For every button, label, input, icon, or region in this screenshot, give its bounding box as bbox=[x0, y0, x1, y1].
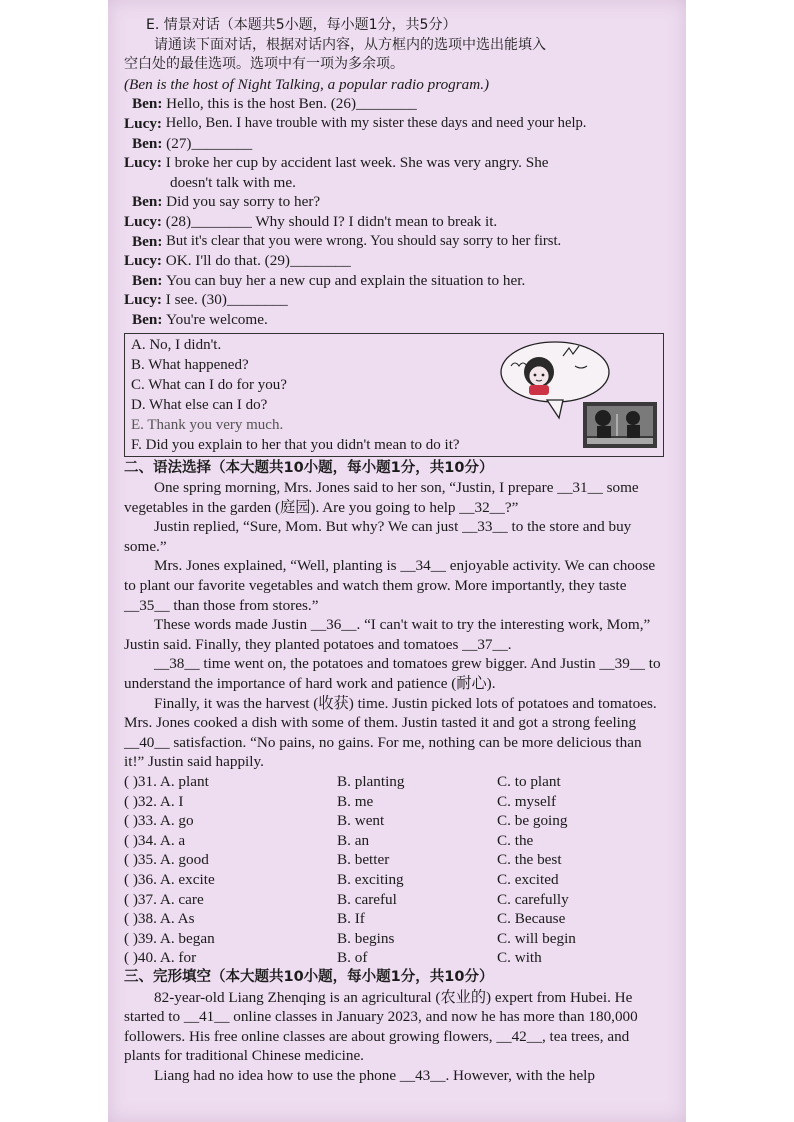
option-b: B. went bbox=[337, 812, 385, 830]
speaker: Lucy: bbox=[124, 212, 162, 230]
utterance: But it's clear that you were wrong. You should say sorry to her first. bbox=[166, 232, 562, 249]
dialogue-line bbox=[124, 153, 664, 173]
speaker: Ben: bbox=[132, 193, 163, 211]
option-a: A. No, I didn't. bbox=[131, 336, 222, 353]
dialogue-line bbox=[124, 290, 664, 310]
option-b: B. What happened? bbox=[131, 356, 249, 373]
speaker: Ben: bbox=[132, 232, 163, 250]
option-b: B. planting bbox=[337, 773, 405, 790]
passage-paragraph: Mrs. Jones explained, “Well, planting is __34__ enjoyable activity. We can choose to plant our favorite vegetables and watch them grow. More importantly, they taste __35__ than those from stores.” bbox=[124, 557, 656, 614]
option-c: C. What can I do for you? bbox=[131, 376, 287, 393]
options-box bbox=[124, 333, 664, 457]
speaker: Lucy: bbox=[124, 291, 162, 309]
option-b: B. better bbox=[337, 851, 390, 869]
utterance: Hello, this is the host Ben. (26)________ bbox=[166, 95, 417, 113]
dialogue-line bbox=[124, 134, 664, 154]
question-number: ( )39. bbox=[124, 929, 157, 947]
utterance: OK. I'll do that. (29)________ bbox=[165, 252, 351, 270]
question-number: ( )31. bbox=[124, 773, 157, 790]
speaker: Lucy: bbox=[124, 154, 162, 172]
option-c: C. be going bbox=[497, 812, 568, 830]
section-e-title: E. 情景对话（本题共5小题，每小题1分，共5分） bbox=[146, 17, 457, 33]
utterance: Hello, Ben. I have trouble with my sister these days and need your help. bbox=[165, 114, 587, 131]
question-row bbox=[124, 792, 664, 812]
question-number: ( )38. bbox=[124, 910, 157, 928]
dialogue-intro: (Ben is the host of Night Talking, a popular radio program.) bbox=[124, 75, 490, 93]
dialogue-line bbox=[124, 94, 664, 114]
option-b: B. exciting bbox=[337, 870, 404, 888]
dialogue-line bbox=[124, 251, 664, 271]
option-a: A. I bbox=[159, 792, 184, 810]
option-c: C. excited bbox=[497, 870, 559, 888]
option-f: F. Did you explain to her that you didn't mean to do it? bbox=[131, 436, 460, 453]
option-a: A. for bbox=[159, 949, 197, 967]
dialogue-line bbox=[124, 271, 664, 291]
option-c: C. Because bbox=[497, 910, 566, 928]
speaker: Ben: bbox=[132, 310, 163, 328]
option-c: C. with bbox=[497, 949, 542, 967]
section-2-title: 二、语法选择（本大题共10小题，每小题1分，共10分） bbox=[124, 459, 494, 476]
speaker: Ben: bbox=[132, 271, 163, 289]
option-c: C. the bbox=[497, 831, 534, 849]
option-a: A. excite bbox=[159, 870, 215, 888]
dialogue-line bbox=[124, 232, 664, 252]
passage-paragraph: Justin replied, “Sure, Mom. But why? We can just __33__ to the store and buy some.” bbox=[124, 518, 632, 555]
question-number: ( )34. bbox=[124, 831, 157, 849]
section-e-instruction: 请通读下面对话，根据对话内容，从方框内的选项中选出能填入 bbox=[154, 36, 546, 53]
option-e: E. Thank you very much. bbox=[131, 416, 284, 433]
question-number: ( )36. bbox=[124, 870, 157, 888]
question-row bbox=[124, 948, 664, 968]
speaker: Ben: bbox=[132, 95, 163, 113]
option-b: B. me bbox=[337, 792, 374, 810]
option-b: B. an bbox=[337, 831, 370, 849]
passage-paragraph: 82-year-old Liang Zhenqing is an agricultural (农业的) expert from Hubei. He started to __41__ online classes in January 2023, and now he has more than 180,000 followers. His free online classes are about growing flowers, __42__, tea trees, and plants for traditional Chinese medicine. bbox=[124, 988, 638, 1065]
option-d: D. What else can I do? bbox=[131, 396, 268, 413]
utterance: You can buy her a new cup and explain the situation to her. bbox=[166, 271, 526, 289]
option-a: A. go bbox=[159, 812, 194, 830]
question-row bbox=[124, 831, 664, 851]
question-row bbox=[124, 870, 664, 890]
question-number: ( )37. bbox=[124, 890, 157, 908]
section-e-instruction-2: 空白处的最佳选项。选项中有一项为多余项。 bbox=[124, 56, 404, 73]
option-a: A. began bbox=[159, 929, 215, 947]
passage-paragraph: Finally, it was the harvest (收获) time. Justin picked lots of potatoes and tomatoes. Mrs. Jones cooked a dish with some of them. Justin tasted it and got a strong feeling __40__ satisfaction. “No pains, no gains. For me, nothing can be more delicious than it!” Justin said happily. bbox=[124, 694, 657, 771]
question-row bbox=[124, 772, 664, 792]
utterance: I see. (30)________ bbox=[165, 291, 288, 309]
passage-paragraph: One spring morning, Mrs. Jones said to her son, “Justin, I prepare __31__ some vegetables in the garden (庭园). Are you going to help __32__?” bbox=[124, 479, 639, 516]
option-c: C. carefully bbox=[497, 890, 569, 908]
dialogue-line bbox=[124, 310, 664, 330]
option-a: A. As bbox=[159, 910, 195, 928]
passage-paragraph: __38__ time went on, the potatoes and tomatoes grew bigger. And Justin __39__ to understand the importance of hard work and patience (耐心). bbox=[124, 655, 661, 693]
option-b: B. of bbox=[337, 949, 368, 967]
question-number: ( )40. bbox=[124, 949, 157, 967]
utterance: I broke her cup by accident last week. She was very angry. She bbox=[165, 154, 549, 172]
option-b: B. careful bbox=[337, 890, 397, 908]
question-row bbox=[124, 909, 664, 929]
dialogue-line bbox=[124, 212, 664, 232]
option-a: A. plant bbox=[159, 773, 209, 790]
radio-host-illustration bbox=[499, 338, 659, 450]
question-number: ( )33. bbox=[124, 812, 157, 830]
option-c: C. to plant bbox=[497, 773, 561, 790]
option-c: C. myself bbox=[497, 792, 557, 810]
exam-content bbox=[124, 16, 664, 1086]
question-number: ( )32. bbox=[124, 792, 157, 810]
question-list bbox=[124, 772, 664, 968]
dialogue-line bbox=[124, 114, 664, 134]
option-a: A. a bbox=[159, 831, 186, 849]
utterance: You're welcome. bbox=[166, 310, 268, 328]
option-c: C. will begin bbox=[497, 929, 576, 947]
question-row bbox=[124, 850, 664, 870]
option-c: C. the best bbox=[497, 851, 562, 869]
option-a: A. care bbox=[159, 890, 204, 908]
question-row bbox=[124, 929, 664, 949]
speaker: Lucy: bbox=[124, 114, 162, 132]
question-row bbox=[124, 890, 664, 910]
dialogue-line bbox=[124, 192, 664, 212]
option-b: B. begins bbox=[337, 929, 395, 947]
utterance-continuation: doesn't talk with me. bbox=[170, 173, 296, 191]
passage-paragraph: Liang had no idea how to use the phone __43__. However, with the help bbox=[154, 1066, 595, 1084]
speaker: Ben: bbox=[132, 134, 163, 152]
section-3-title: 三、完形填空（本大题共10小题，每小题1分，共10分） bbox=[124, 968, 494, 985]
option-a: A. good bbox=[159, 851, 209, 869]
utterance: (27)________ bbox=[166, 134, 253, 152]
question-row bbox=[124, 811, 664, 831]
utterance: (28)________ Why should I? I didn't mean to break it. bbox=[165, 212, 498, 230]
passage-paragraph: These words made Justin __36__. “I can't wait to try the interesting work, Mom,” Justin said. Finally, they planted potatoes and tomatoes __37__. bbox=[124, 616, 651, 653]
utterance: Did you say sorry to her? bbox=[166, 193, 321, 211]
speaker: Lucy: bbox=[124, 252, 162, 270]
option-b: B. If bbox=[337, 910, 365, 928]
question-number: ( )35. bbox=[124, 851, 157, 869]
dialogue bbox=[124, 94, 664, 329]
